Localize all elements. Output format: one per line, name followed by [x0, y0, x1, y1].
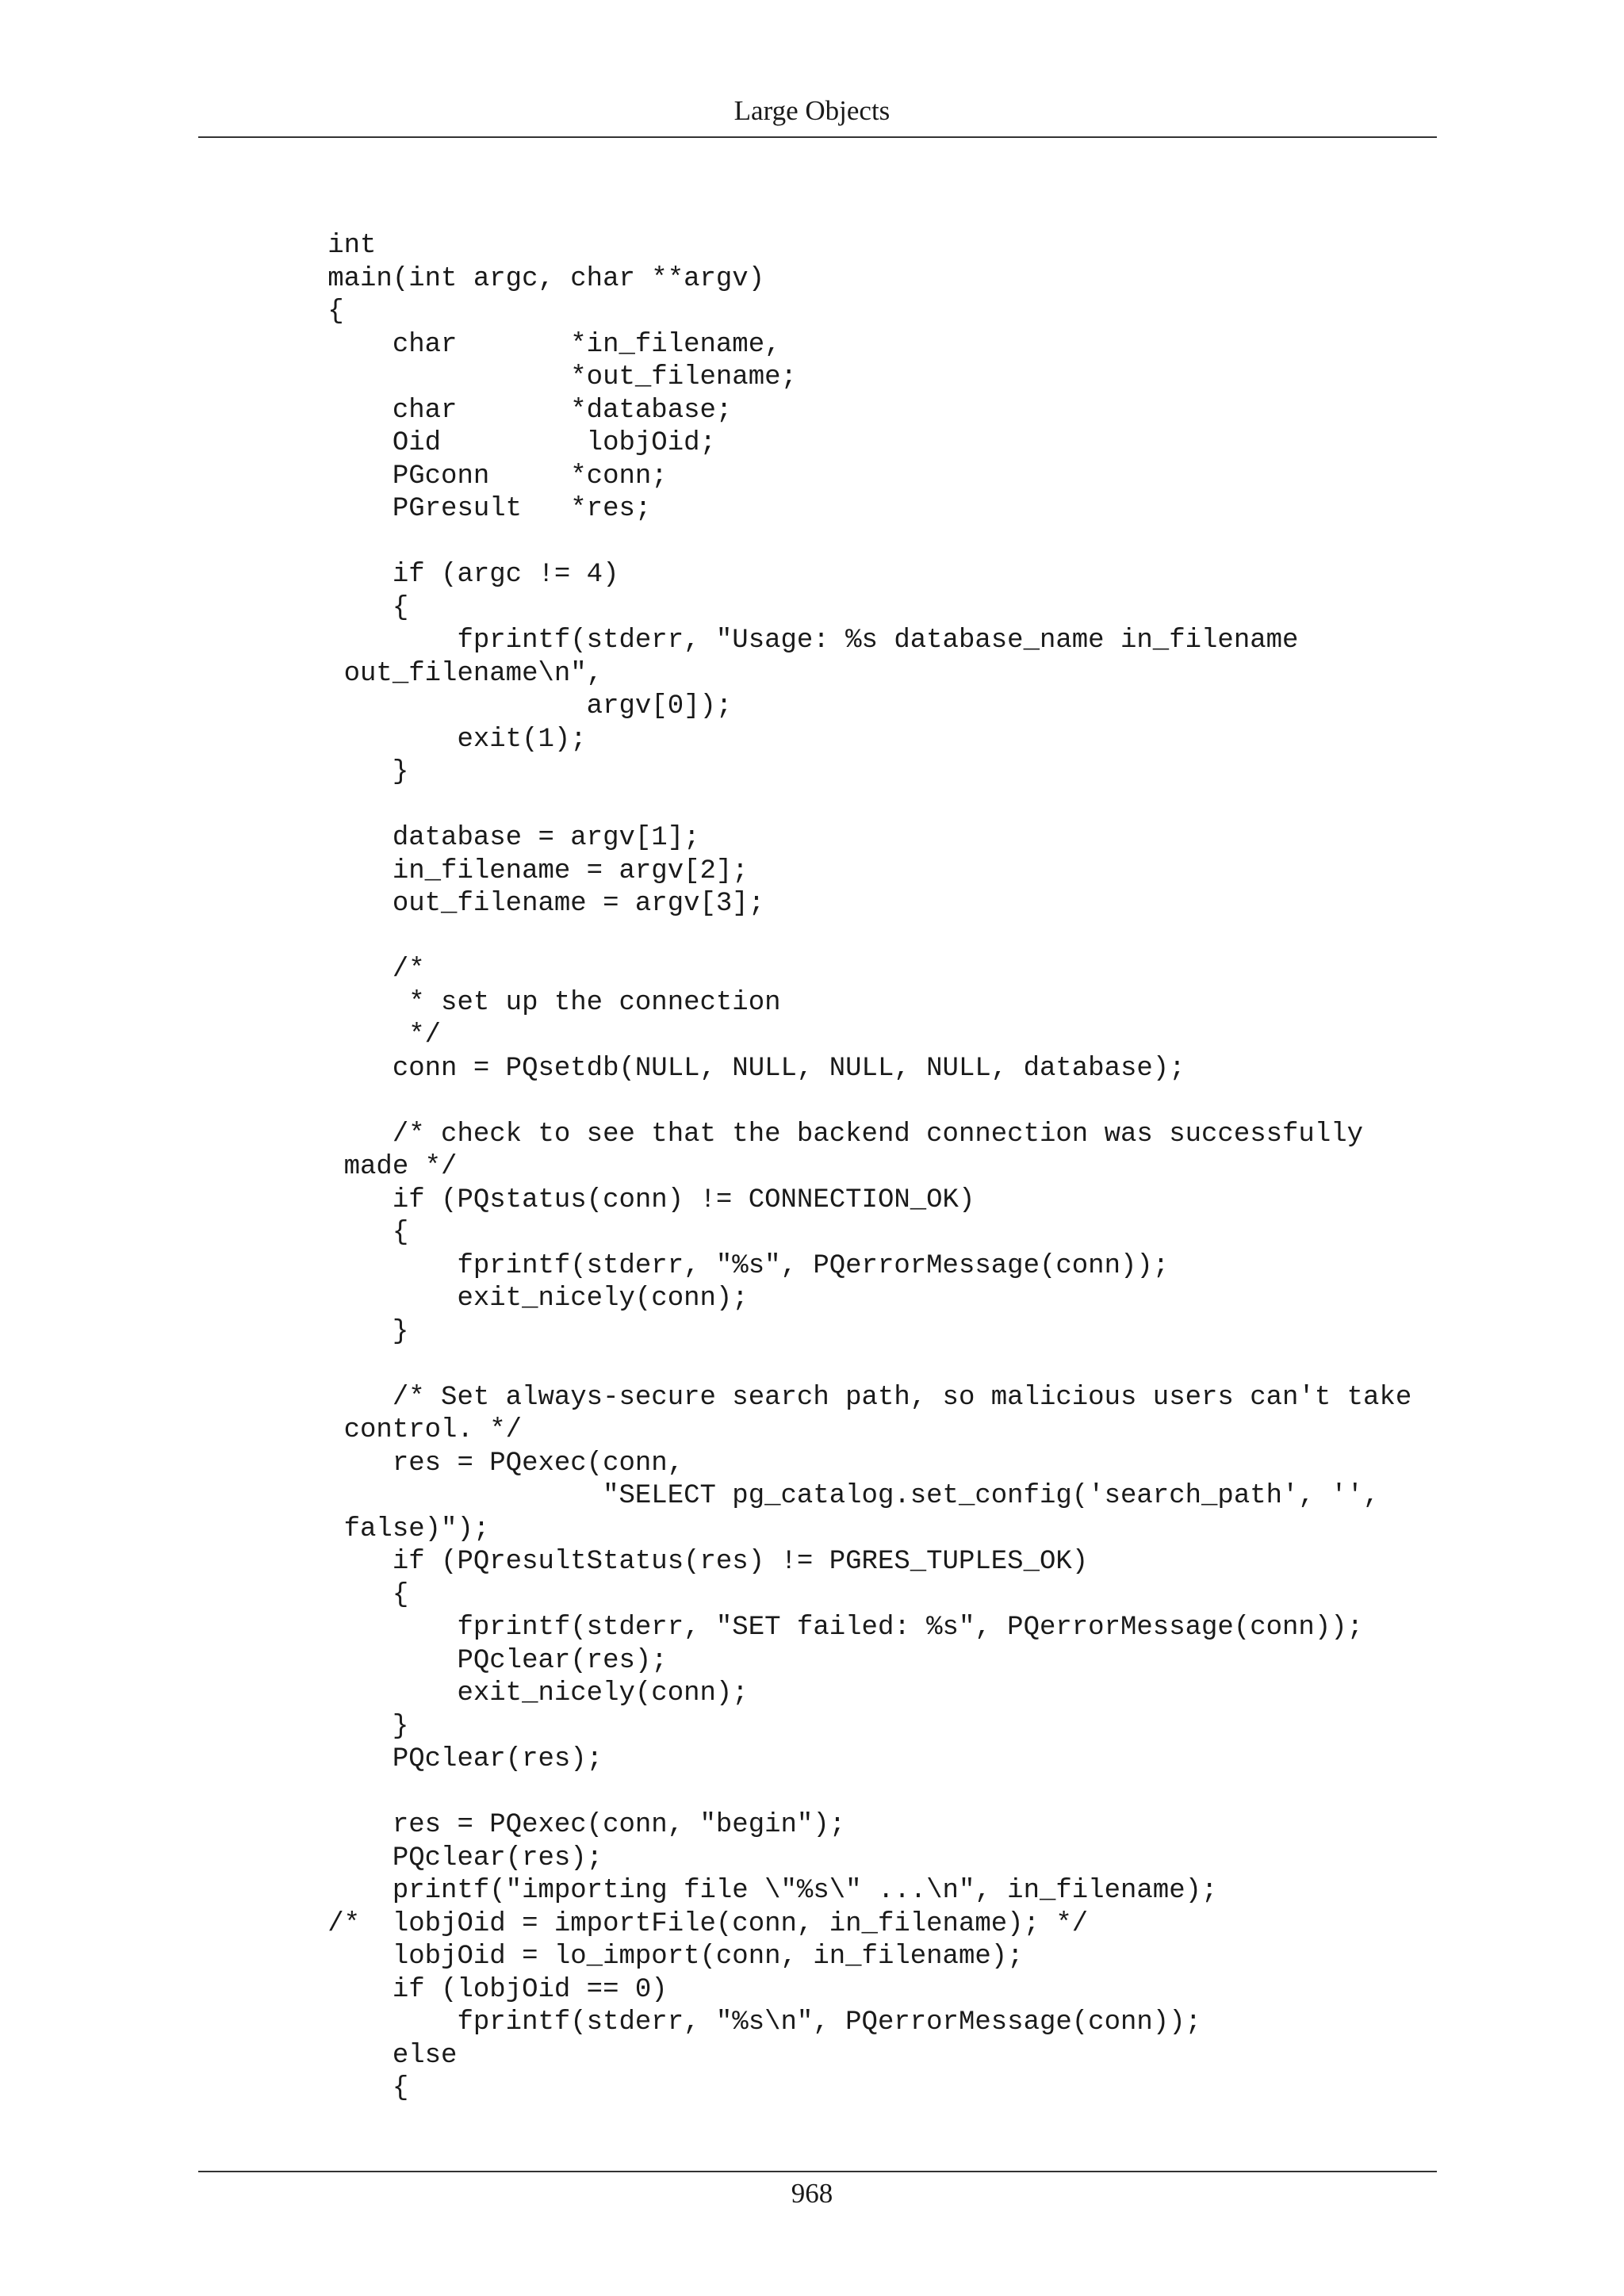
code-line: if (argc != 4)	[198, 560, 619, 590]
code-line: control. */	[198, 1415, 523, 1445]
code-line: /* lobjOid = importFile(conn, in_filename); */	[198, 1908, 1089, 1939]
code-line: PQclear(res);	[198, 1843, 603, 1873]
code-line: made */	[198, 1152, 458, 1182]
footer-divider	[198, 2171, 1437, 2172]
code-line: fprintf(stderr, "%s", PQerrorMessage(conn));	[198, 1250, 1170, 1281]
code-line: {	[198, 1579, 409, 1610]
code-line	[198, 921, 1411, 955]
code-line: exit(1);	[198, 724, 587, 755]
code-line: fprintf(stderr, "Usage: %s database_name in_filename	[198, 626, 1299, 656]
code-line: }	[198, 757, 409, 787]
code-listing	[198, 230, 1411, 2106]
code-line: exit_nicely(conn);	[198, 1678, 749, 1709]
code-line: /* check to see that the backend connection was successfully	[198, 1119, 1364, 1150]
code-line: res = PQexec(conn,	[198, 1448, 684, 1479]
code-line: */	[198, 1020, 442, 1050]
code-line: if (lobjOid == 0)	[198, 1974, 668, 2005]
code-line: conn = PQsetdb(NULL, NULL, NULL, NULL, database);	[198, 1053, 1185, 1084]
code-line: PQclear(res);	[198, 1744, 603, 1774]
code-line: exit_nicely(conn);	[198, 1284, 749, 1314]
code-line: {	[198, 297, 344, 327]
code-line: if (PQresultStatus(res) != PGRES_TUPLES_OK)	[198, 1547, 1089, 1577]
code-line	[198, 526, 1411, 560]
code-line: char *database;	[198, 395, 733, 426]
code-line: false)");	[198, 1513, 490, 1544]
code-line: char *in_filename,	[198, 329, 781, 360]
code-line: main(int argc, char **argv)	[198, 263, 765, 294]
code-line: {	[198, 2073, 409, 2103]
page-number: 968	[791, 2178, 833, 2209]
code-line: database = argv[1];	[198, 823, 700, 853]
code-line: "SELECT pg_catalog.set_config('search_path', '',	[198, 1481, 1380, 1511]
code-line: /*	[198, 955, 425, 985]
header-divider	[198, 136, 1437, 138]
code-line: out_filename = argv[3];	[198, 889, 765, 919]
code-line: {	[198, 1218, 409, 1248]
code-line: PGconn *conn;	[198, 461, 668, 492]
code-line: fprintf(stderr, "SET failed: %s", PQerrorMessage(conn));	[198, 1613, 1364, 1643]
code-line: PGresult *res;	[198, 494, 652, 524]
code-line: *out_filename;	[198, 362, 797, 392]
code-line: argv[0]);	[198, 691, 733, 721]
code-line: printf("importing file \"%s\" ...\n", in_filename);	[198, 1876, 1218, 1906]
code-line: res = PQexec(conn, "begin");	[198, 1810, 846, 1840]
running-header-title: Large Objects	[733, 95, 891, 126]
code-line: in_filename = argv[2];	[198, 855, 749, 886]
code-line	[198, 1085, 1411, 1119]
code-line: out_filename\n",	[198, 658, 603, 689]
code-line: {	[198, 592, 409, 623]
code-line: fprintf(stderr, "%s\n", PQerrorMessage(conn));	[198, 2007, 1202, 2038]
code-line: /* Set always-secure search path, so malicious users can't take	[198, 1382, 1412, 1413]
code-line: }	[198, 1316, 409, 1347]
code-line: * set up the connection	[198, 987, 781, 1018]
code-line	[198, 1777, 1411, 1810]
code-line: lobjOid = lo_import(conn, in_filename);	[198, 1942, 1024, 1972]
code-line	[198, 790, 1411, 823]
code-line	[198, 1349, 1411, 1382]
code-line: Oid lobjOid;	[198, 428, 716, 458]
code-line: int	[198, 231, 377, 261]
code-line: else	[198, 2040, 458, 2071]
code-line: }	[198, 1711, 409, 1742]
code-line: if (PQstatus(conn) != CONNECTION_OK)	[198, 1184, 975, 1215]
code-line: PQclear(res);	[198, 1645, 668, 1676]
